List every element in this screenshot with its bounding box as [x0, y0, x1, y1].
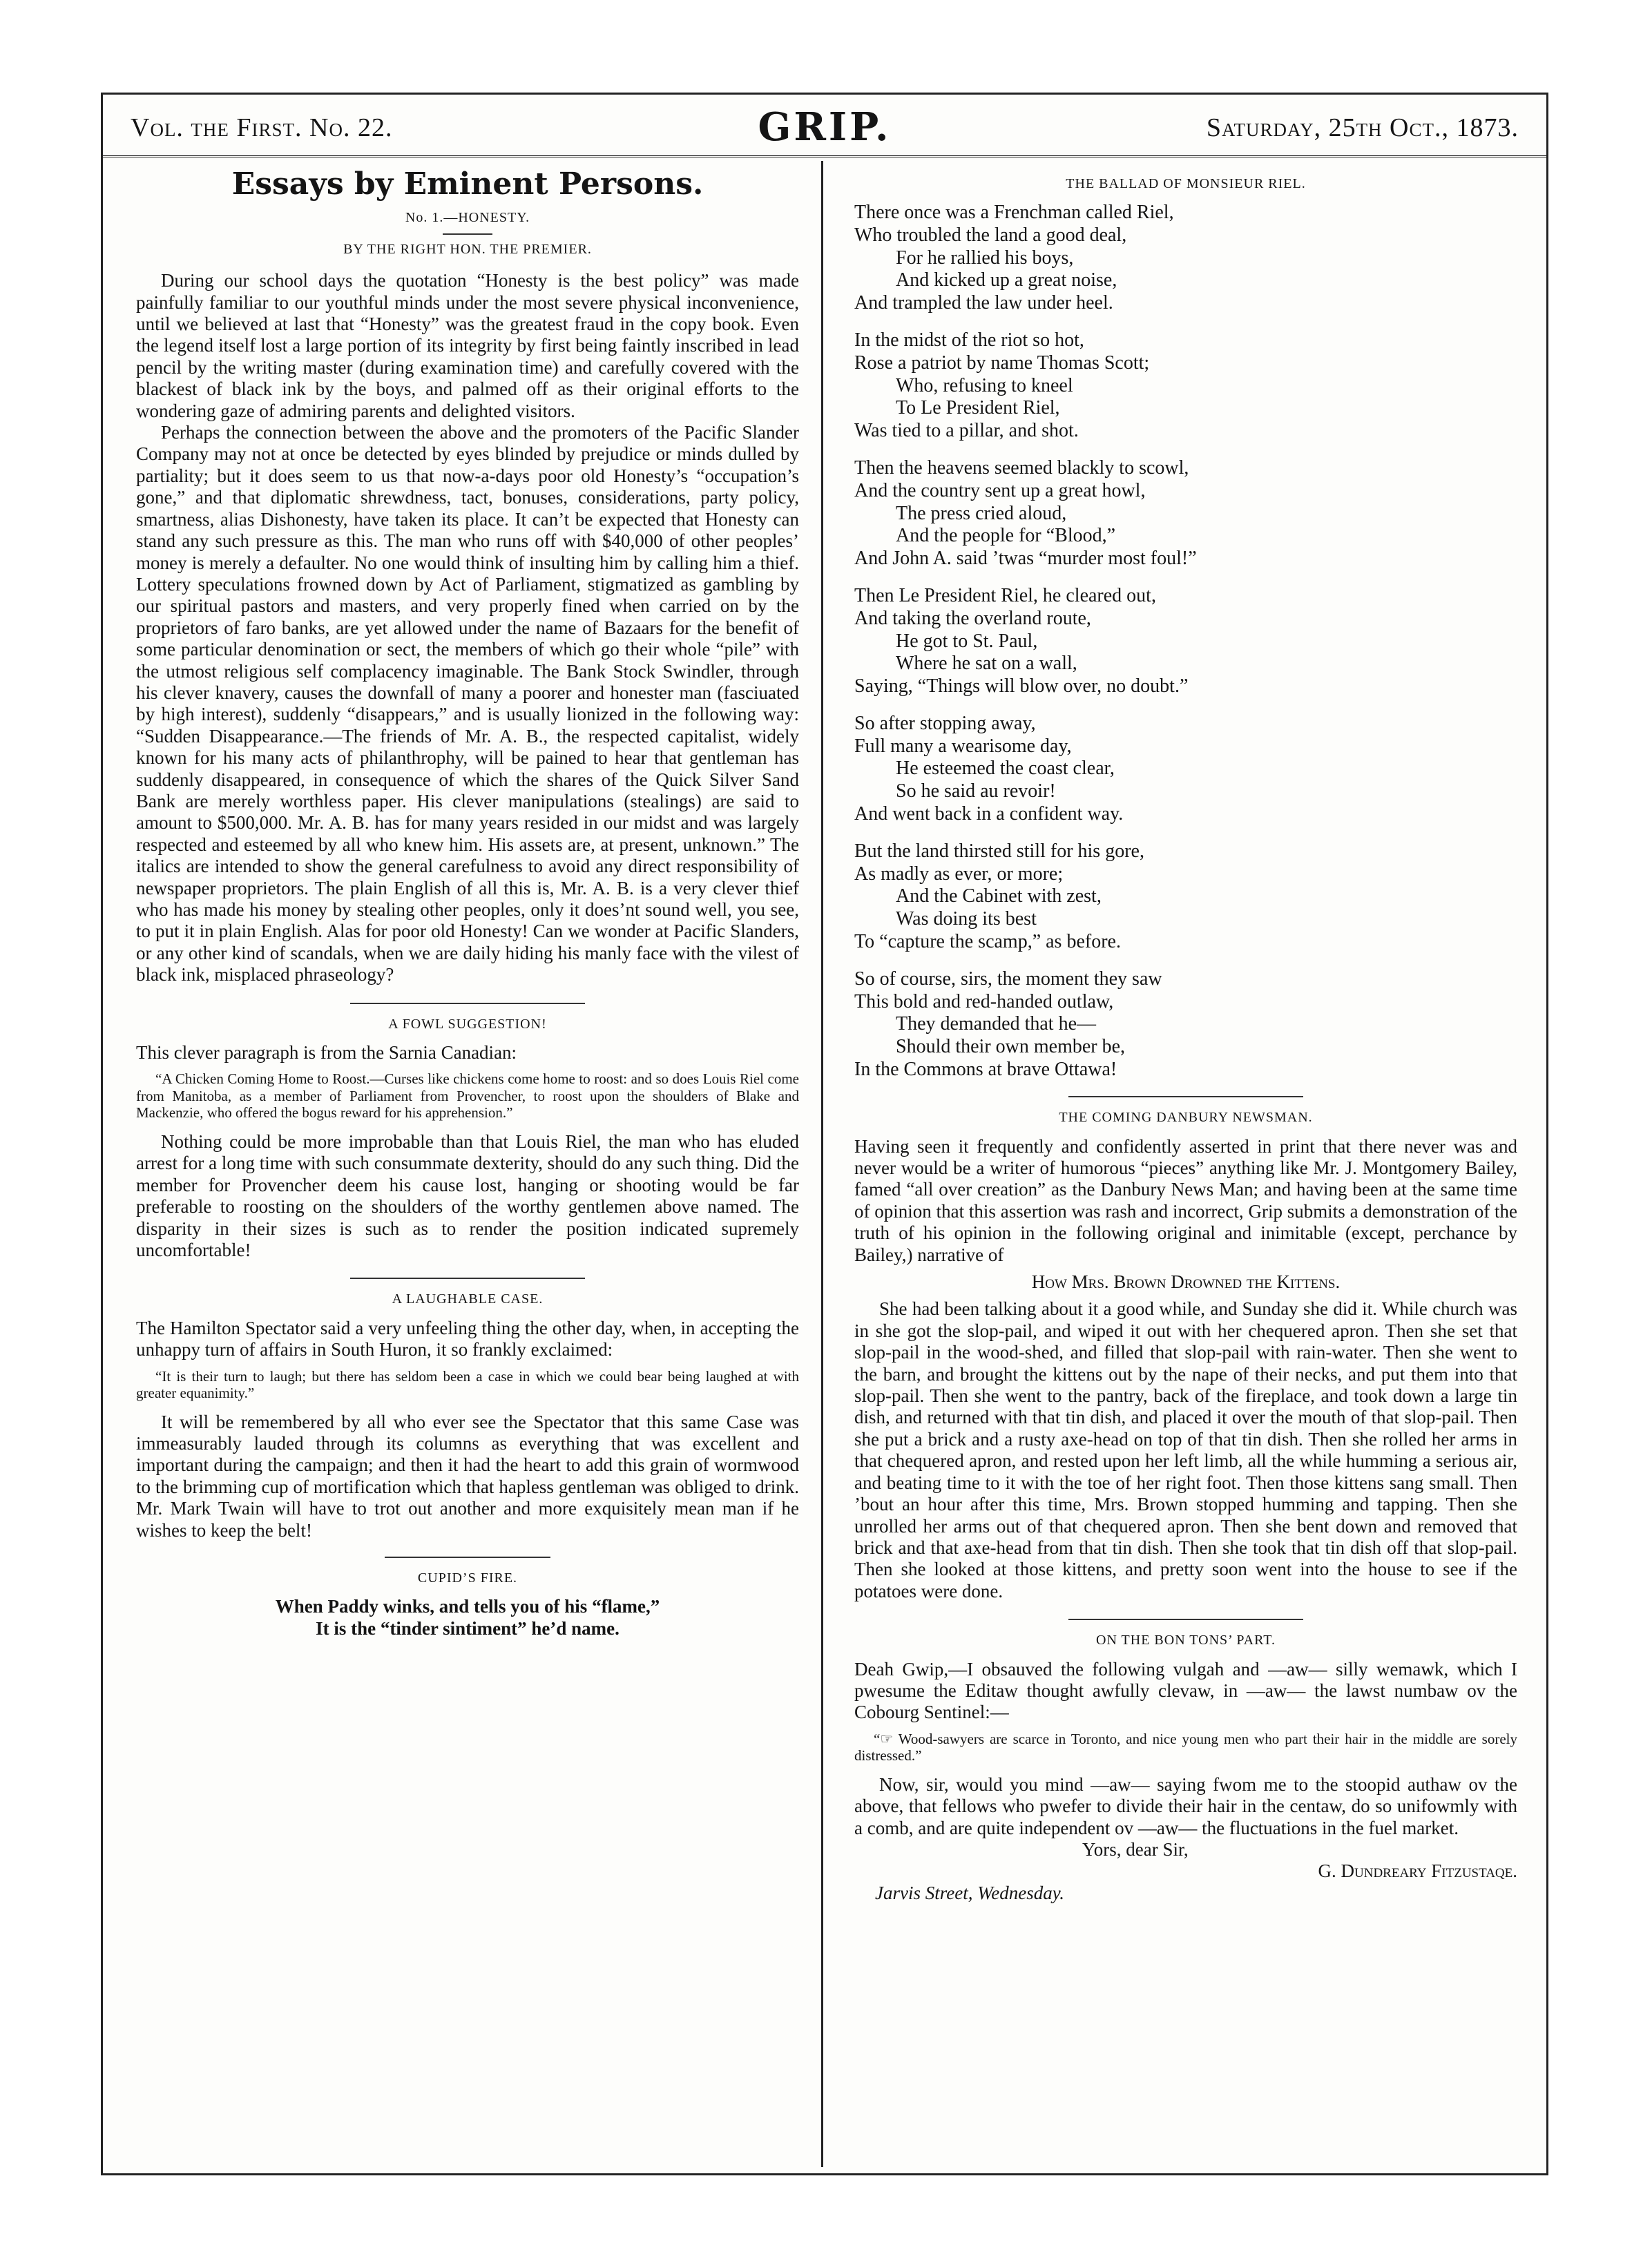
ballad-line: In the Commons at brave Ottawa! [854, 1058, 1117, 1080]
bontons-heading: ON THE BON TONS’ PART. [1096, 1633, 1276, 1648]
ballad-line: And John A. said ’twas “murder most foul!” [854, 547, 1197, 569]
cupid-line-1: When Paddy winks, and tells you of his “flame,” [275, 1596, 660, 1617]
ballad-line: So after stopping away, [854, 713, 1036, 735]
ballad-line: He esteemed the coast clear, [896, 758, 1115, 780]
ballad-line: So he said au revoir! [896, 780, 1056, 802]
ballad-stanza [854, 585, 1517, 697]
bontons-quote: “☞ Wood-sawyers are scarce in Toronto, and nice young men who part their hair in the middle are sorely distressed.” [854, 1730, 1517, 1764]
laughable-intro: The Hamilton Spectator said a very unfeeling thing the other day, when, in accepting the unhappy turn of affairs in South Huron, it so frankly exclaimed: [136, 1317, 799, 1360]
ballad-line: The press cried aloud, [896, 502, 1067, 524]
ballad-line: Was doing its best [896, 908, 1037, 930]
essay-paragraph-1: During our school days the quotation “Honesty is the best policy” was made painfully familiar to our youthful minds under the most severe physical inconvenience, until we believed at last that “Honesty” was the greatest fraud in the copy book. Even the legend itself lost a large portion of its integrity by first being faintly inscribed in lead pencil by the writing master (during examination time) and carefully covered with the blackest of black ink by the boys, and palmed off as their original efforts to the wondering gaze of admiring parents and delighted visitors. [136, 270, 799, 421]
ballad-line: So of course, sirs, the moment they saw [854, 968, 1162, 990]
essay-number: No. 1.—HONESTY. [405, 210, 530, 226]
ballad-line: To “capture the scamp,” as before. [854, 930, 1121, 952]
laughable-body: It will be remembered by all who ever see the Spectator that this same Case was immeasurably lauded through its columns as everything that was excellent and important during the campaign; and then it had the heart to add this grain of wormwood to the brimming cup of mortification which that hapless gentleman was obliged to drink. Mr. Mark Twain will have to trot out another and more exquisitely mean man if he wishes to keep the belt! [136, 1411, 799, 1541]
divider [1068, 1619, 1303, 1620]
ballad-stanza [854, 329, 1517, 442]
cupid-line-2: It is the “tinder sintiment” he’d name. [316, 1617, 620, 1639]
bontons-intro: Deah Gwip,—I obsauved the following vulgah and —aw— silly wemawk, which I pwesume the Editaw thought awfully clevaw, in —aw— the lawst numbaw ov the Cobourg Sentinel:— [854, 1658, 1517, 1723]
ballad-line: And kicked up a great noise, [896, 269, 1117, 291]
bontons-closing: Yors, dear Sir, [1082, 1838, 1189, 1860]
ballad-stanza [854, 713, 1517, 825]
essay-paragraph-2: Perhaps the connection between the above and the promoters of the Pacific Slander Company may not at once be detected by eyes blinded by prejudice or minds dulled by partiality; but it does seem to us that now-a-days poor old Honesty’s “occupation’s gone,” and that diplomatic shrewdness, tact, bonuses, considerations, party policy, smartness, alias Dishonesty, have taken its place. It can’t be expected that Honesty can stand any such pressure as this. The man who runs off with $40,000 of other peoples’ money is merely a defaulter. No one would think of insulting him by calling him a thief. Lottery speculations frowned down by Act of Parliament, stigmatized as gambling by our spiritual pastors and masters, and very properly fined when carried on by the proprietors of faro banks, are yet allowed under the name of Bazaars for the benefit of some particular denomination or sect, the members of which go their whole “pile” with the utmost religious self complacency imaginable. The Bank Stock Swindler, through his clever knavery, causes the downfall of many a poorer and honester man (fasciuated by high interest), suddenly “disappears,” and is usually lionized in the following way: “Sudden Disappearance.—The friends of Mr. A. B., the respected capitalist, widely known for his many acts of philanthrophy, will be pained to hear that gentleman has suddenly disappeared, in consequence of which the shares of the Quick Silver Sand Bank are merely worthless paper. His clever manipulations (stealings) are said to amount to $500,000. Mr. A. B. has for many years resided in our midst and was largely respected and esteemed by all who knew him. His assets are, at present, unknown.” The italics are intended to show the general carefulness to avoid any direct responsibility of newspaper proprietors. The plain English of all this is, Mr. A. B. is a very clever thief who has made his money by stealing other peoples, only it does’nt sound well, you see, to put it in plain English. Alas for poor old Honesty! Can we wonder at Pacific Slanders, or any other kind of scandals, when we are daily hiding his manly face with the vilest of black ink, misplaced phraseology? [136, 422, 799, 985]
column-divider [821, 161, 823, 2167]
ballad-line: Then Le President Riel, he cleared out, [854, 585, 1156, 607]
ballad-line: To Le President Riel, [896, 397, 1060, 419]
ballad-line: Rose a patriot by name Thomas Scott; [854, 352, 1150, 374]
ballad-line: As madly as ever, or more; [854, 863, 1064, 885]
cupid-heading: CUPID’S FIRE. [417, 1570, 518, 1586]
ballad-line: Was tied to a pillar, and shot. [854, 419, 1079, 441]
ballad-line: This bold and red-handed outlaw, [854, 990, 1114, 1012]
essay-byline: BY THE RIGHT HON. THE PREMIER. [343, 241, 592, 257]
divider [1068, 1096, 1303, 1097]
bontons-address: Jarvis Street, Wednesday. [875, 1882, 1064, 1903]
ballad-line: And the country sent up a great howl, [854, 479, 1146, 501]
ballad-stanza [854, 968, 1517, 1081]
ballad-stanza [854, 457, 1517, 570]
paper-title: GRIP. [758, 104, 892, 150]
ballad-line: And the people for “Blood,” [896, 525, 1116, 547]
ballad-line: In the midst of the riot so hot, [854, 329, 1084, 352]
ballad-line: Then the heavens seemed blackly to scowl, [854, 457, 1189, 479]
danbury-intro: Having seen it frequently and confidently asserted in print that there never was and never would be a writer of humorous “pieces” anything like Mr. J. Montgomery Bailey, famed “all over creation” as the Danbury News Man; and having been at the same time of opinion that this assertion was rash and incorrect, Grip submits a demonstration of the truth of his opinion in the following original and inimitable (except, perchance by Bailey,) narrative of [854, 1135, 1517, 1265]
divider [350, 1278, 585, 1279]
ballad-line: And the Cabinet with zest, [896, 885, 1102, 907]
danbury-heading: THE COMING DANBURY NEWSMAN. [1059, 1110, 1313, 1126]
danbury-body: She had been talking about it a good while, and Sunday she did it. While church was in she got the slop-pail, and wiped it out with her chequered apron. Then she set that slop-pail in the wood-shed, and filled that slop-pail with rain-water. Then she went to the barn, and brought the kittens out by the nape of their necks, and put them into that slop-pail. Then she went to the pantry, back of the fireplace, and took down a large tin dish, and returned with that tin dish, and placed it over the mouth of that slop-pail. Then she put a brick and a rusty axe-head on top of that tin dish. Then she rolled her arms in that chequered apron, and rested upon her left limb, all the while humming a serious air, and beating time to it with the toe of her right foot. Then those kittens sang small. Then ’bout an hour after this time, Mrs. Brown stopped humming and tapping. Then she unrolled her arms out of that chequered apron. Then she bent down and removed that brick and that axe-head from that tin dish. Then she took that tin dish off that slop-pail. Then she looked at those kittens, and pretty soon went into the house to see if the potatoes were done. [854, 1298, 1517, 1601]
issue-date: Saturday, 25th Oct., 1873. [1206, 113, 1519, 142]
ballad-stanza [854, 840, 1517, 953]
ballad-poem [854, 202, 1517, 1081]
ballad-line: And went back in a confident way. [854, 802, 1124, 825]
ballad-stanza [854, 202, 1517, 314]
ballad-line: Should their own member be, [896, 1036, 1126, 1057]
ballad-heading: THE BALLAD OF MONSIEUR RIEL. [1066, 176, 1306, 191]
laughable-heading: A LAUGHABLE CASE. [392, 1291, 544, 1307]
essay-title: Essays by Eminent Persons. [231, 166, 704, 202]
divider [443, 233, 492, 235]
right-column [854, 171, 1517, 1904]
ballad-line: But the land thirsted still for his gore, [854, 840, 1144, 863]
bontons-body: Now, sir, would you mind —aw— saying fwom me to the stoopid authaw ov the above, that fellows who pwefer to divide their hair in the centaw, do so unifowmly with a comb, and are quite independent ov —aw— the fluctuations in the fuel market. [854, 1773, 1517, 1838]
danbury-subtitle: How Mrs. Brown Drowned the Kittens. [1031, 1271, 1341, 1293]
ballad-line: There once was a Frenchman called Riel, [854, 202, 1174, 224]
divider [350, 1003, 585, 1004]
laughable-quote: “It is their turn to laugh; but there has seldom been a case in which we could bear being laughed at with greater equanimity.” [136, 1367, 799, 1402]
ballad-line: Who troubled the land a good deal, [854, 224, 1127, 246]
ballad-line: Full many a wearisome day, [854, 735, 1072, 757]
ballad-line: Where he sat on a wall, [896, 653, 1077, 675]
masthead [103, 95, 1546, 157]
fowl-body: Nothing could be more improbable than that Louis Riel, the man who has eluded arrest for a long time with such consummate dexterity, should do any such thing. Did the member for Provencher deem his cause lost, hanging or shooting would be far preferable to roosting on the shoulders of the worthy gentlemen above named. The disparity in their sizes is such as to render the position indicated supremely uncomfortable! [136, 1130, 799, 1260]
ballad-line: And trampled the law under heel. [854, 291, 1113, 314]
ballad-line: Saying, “Things will blow over, no doubt.” [854, 675, 1189, 697]
fowl-heading: A FOWL SUGGESTION! [388, 1016, 547, 1032]
divider [385, 1557, 550, 1558]
newspaper-page [101, 93, 1548, 2175]
ballad-line: He got to St. Paul, [896, 630, 1038, 652]
ballad-line: For he rallied his boys, [896, 247, 1074, 269]
ballad-line: They demanded that he— [896, 1013, 1097, 1035]
fowl-intro: This clever paragraph is from the Sarnia Canadian: [136, 1042, 517, 1064]
left-column [136, 166, 799, 1639]
fowl-quote: “A Chicken Coming Home to Roost.—Curses like chickens come home to roost: and so does Louis Riel come from Manitoba, as a member of Parliament from Provencher, to roost upon the shoulders of Blake and Mackenzie, who offered the bogus reward for his apprehension.” [136, 1070, 799, 1122]
ballad-line: And taking the overland route, [854, 607, 1091, 629]
bontons-signature: G. Dundreary Fitzustaqe. [1318, 1860, 1517, 1882]
ballad-line: Who, refusing to kneel [896, 374, 1073, 396]
volume-number: Vol. the First. No. 22. [131, 113, 393, 142]
